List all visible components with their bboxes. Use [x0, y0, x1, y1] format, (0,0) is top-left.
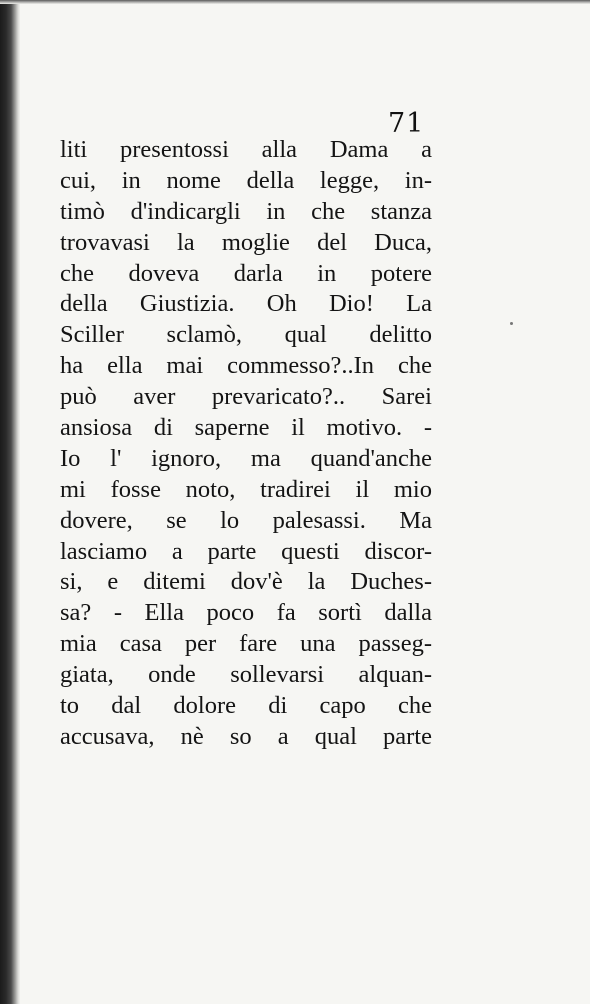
page-top-edge — [0, 0, 590, 4]
text-line: liti presentossi alla Dama a — [60, 136, 432, 163]
text-line: può aver prevaricato?.. Sarei — [60, 383, 432, 411]
text-line: dovere, se lo palesassi. Ma — [60, 506, 432, 534]
text-line: Io l' ignoro, ma quand'anche — [60, 444, 432, 472]
text-line: accusava, nè so a qual parte — [60, 722, 432, 750]
text-line: della Giustizia. Oh Dio! La — [60, 290, 432, 318]
text-line: giata, onde sollevarsi alquan- — [60, 661, 432, 689]
page-number: 71 — [388, 108, 425, 139]
body-text — [60, 135, 432, 753]
text-line: mi fosse noto, tradirei il mio — [60, 475, 432, 503]
text-line: si, e ditemi dov'è la Duches- — [60, 568, 432, 596]
ink-speck — [510, 322, 513, 325]
text-line: to dal dolore di capo che — [60, 692, 432, 720]
text-line: ha ella mai commesso?..In che — [60, 352, 432, 380]
book-binding-edge — [0, 0, 20, 1004]
text-line: Sciller sclamò, qual delitto — [60, 321, 432, 349]
text-line: lasciamo a parte questi discor- — [60, 537, 432, 565]
text-line: trovavasi la moglie del Duca, — [60, 228, 432, 256]
text-line: che doveva darla in potere — [60, 259, 432, 287]
text-line: cui, in nome della legge, in- — [60, 166, 432, 194]
text-line: sa? - Ella poco fa sortì dalla — [60, 599, 432, 627]
text-line: ansiosa di saperne il motivo. - — [60, 414, 432, 442]
text-line: timò d'indicargli in che stanza — [60, 197, 432, 225]
text-line: mia casa per fare una passeg- — [60, 630, 432, 658]
